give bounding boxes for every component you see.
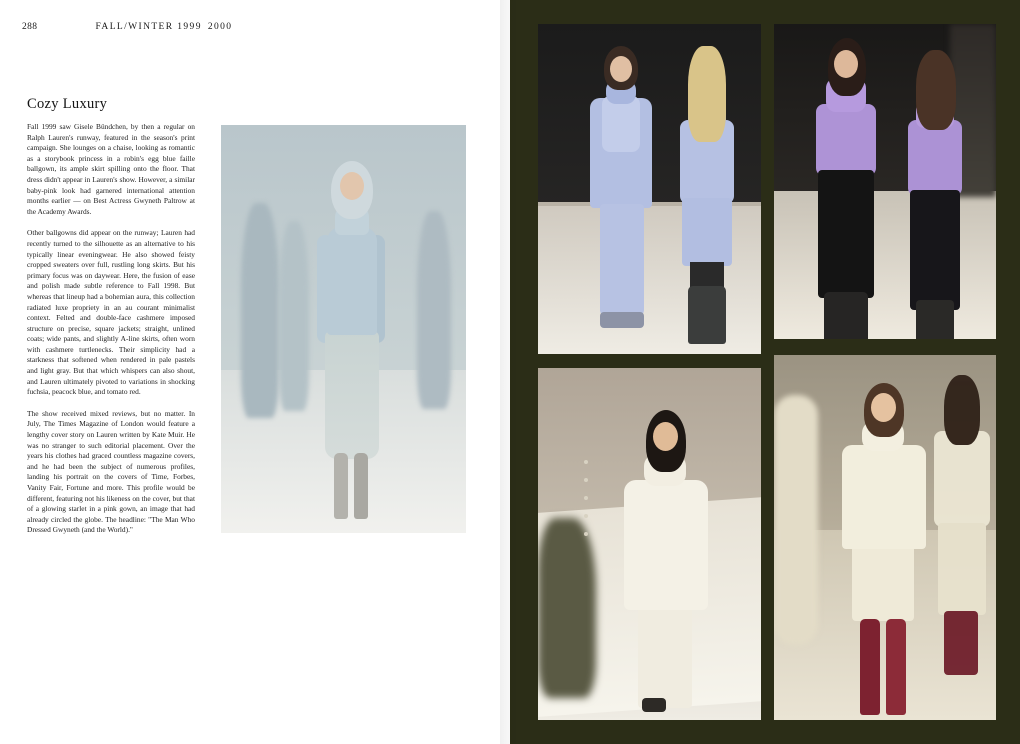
- model-figure: [616, 410, 716, 710]
- article-title: Cozy Luxury: [27, 96, 108, 112]
- model-figure: [666, 46, 748, 346]
- body-text-column: [27, 122, 195, 547]
- model-figure: [307, 161, 393, 521]
- runway-photo-top-left: [538, 24, 761, 354]
- page-folio: 288: [22, 22, 38, 32]
- runway-photo-bottom-left: [538, 368, 761, 720]
- coat-buttons: [584, 460, 590, 560]
- runway-photo-bottom-right: [774, 355, 996, 720]
- running-head-season: FALL/WINTER 1999: [95, 22, 202, 32]
- runway-photo-left-page: [221, 125, 466, 533]
- running-head: [22, 22, 232, 32]
- running-head-year: 2000: [207, 22, 233, 32]
- model-figure: [580, 46, 660, 336]
- model-figure: [894, 50, 976, 339]
- right-page: [510, 0, 1020, 744]
- body-paragraph-3: The show received mixed reviews, but no matter. In July, The Times Magazine of London would feature a lengthy cover story on Lauren written by Kate Muir. He was no stranger to such editorial placement. Over the years his clothes had graced countless magazine covers, and he had been the subject of numerous profiles, landing his portrait on the covers of Time, Forbes, Vanity Fair, Fortune and more. This profile would be different, featuring not his likeness on the cover, but that of a glowing starlet in a pink gown, an image that had already circled the globe. The headline: "The Man Who Dressed Gwyneth (and the World).": [27, 408, 195, 535]
- running-head-title: [95, 22, 232, 32]
- runway-photo-top-right: [774, 24, 996, 339]
- body-paragraph-1: Fall 1999 saw Gisele Bündchen, by then a regular on Ralph Lauren's runway, featured in the season's print campaign. She lounges on a chaise, looking as romantic as a storybook princess in a robin's egg blue faille ballgown, its ample skirt spilling onto the floor. That dress didn't appear in Lauren's show. However, a similar baby-pink look had garnered international attention months earlier — on Best Actress Gwyneth Paltrow at the Academy Awards.: [27, 122, 195, 216]
- model-figure: [832, 383, 936, 719]
- body-paragraph-2: Other ballgowns did appear on the runway; Lauren had recently turned to the silhouette as an alternative to his typically linear eveningwear. He also showed feisty cropped sweaters over full, rustling long skirts. But his primary focus was on daywear. Here, the fusion of ease and polish made subtle reference to Fall 1998. But whereas that lineup had a bohemian aura, this collection radiated luxe propriety in an au courant minimalist context. Felted and double-face cashmere imposed structure on precise, square jackets; straight, unlined coats; wide pants, and slightly A-line skirts, often worn with cashmere turtlenecks. Their simplicity had a starkness that softened when rendered in pale pastels and light gray. But that which whispers can also shout, and Lauren ultimately pivoted to variations in shocking fuchsia, peacock blue, and tomato red.: [27, 228, 195, 397]
- model-figure: [802, 38, 892, 339]
